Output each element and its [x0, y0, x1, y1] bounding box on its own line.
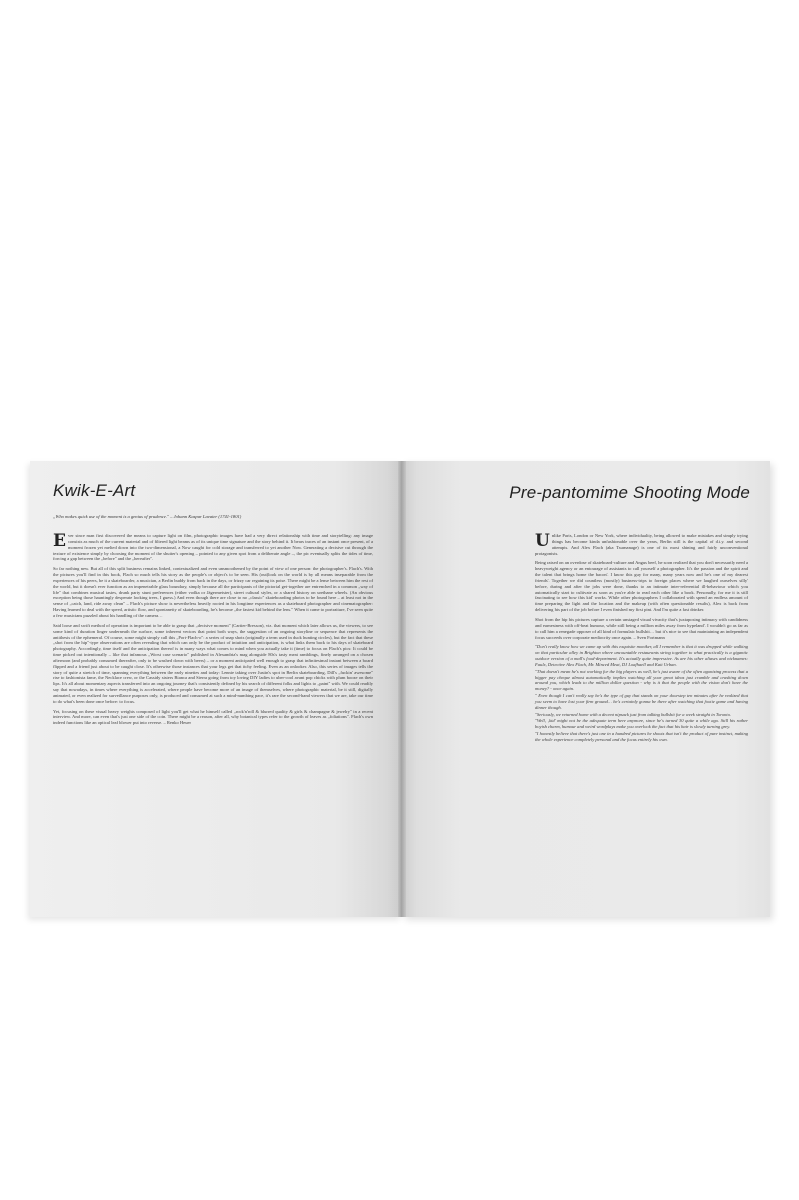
- left-paragraph: Ever since man first discovered the means to capture light on film, photographic images have had a very direct relationship with time and storytelling: any image consists as much of the current material and of filtered light beams as of its unique time signature and the story behind it. It bears traces of an instant once present, of a moment frozen yet melted down into the two-dimensional, a Now caught for cold storage and transferred to yet another Now. Generating a decisive cut through the texture of existence simply by choosing the moment of the shutter's opening – pointed to any given spot from a deliberate angle –, the pic eventually splits the tides of time, forcing a gap between the „before" and the „hereafter".: [53, 531, 373, 562]
- footnote-quote: "I honestly believe that there's just one in a hundred pictures he shoots that isn't the product of pure instinct, making the whole experience completely personal and the focus entirely his own.: [535, 731, 748, 742]
- left-page: [30, 461, 402, 917]
- footnote-quote: "Well, ‚kid' might not be the adequate term here anymore, since he's turned 30 quite a while ago. Still his rather boyish charm, humour and weird wordplays make you overlook the fact that his hair is slowly turning grey.: [535, 718, 748, 730]
- left-paragraph: So far nothing new. But all of this split business remains linked, contextualized and even unsmoothened by the point of view of one person: the photographer's. Flach's. With the pictures you'll find in this book, Flach so much tells his story as the people's or object's to be seen. His (out)look on the world is by all means inseparable from the experiences of his peers, be it a skateboarder, a musician, a Berlin buddy from back in the days, or frizzy car regaining its poise. There might be a lense between him the rest of the world, but it doesn't ever function as an impenetrable glass boundary, simply because all the participants of the pictorial get-together are entrenched in a common „way of life" that combines musical tastes, drunk party stunt preferences (either vodka or Jägermeister), street cultural styles, or a shared history on urethane wheels. (An obvious exception being those hauntingly desperate looking trees, I guess.) And even though there are close to no „classic" skateboarding photos to be found here – at least not in the sense of „catch, land, ride away clean" – Flach's picture show is nevertheless heavily rooted in his longtime experiences as a skateboard photographer and cinematographer: Having learned to deal with the speed, artistic flow, and spontaneity of skateboarding, he's become „the fastest kid behind the lens." When it came to portraiture, I've seen quite a few musicians puzzled about his handling of the camera…: [53, 566, 373, 618]
- right-body-text: [535, 533, 748, 744]
- left-body-text: [53, 533, 373, 730]
- book-spread: [30, 461, 770, 917]
- left-paragraph: Said loose and swift method of operation is important to be able to grasp that „decisive moment" (Cartier-Bresson), viz. that moment which later allows us, the viewers, to see some kind of duration linger underneath the surface, some inherent vectors that point both ways, the suggestion of an ongoing storyline or sequence that represents the antithesis of the ephemeral. Of course, some might simply call this „Port-Flach-o": a series of snap shots (originally a term used in duck hunting circles), but the fact that these „shot from the hip"-type observations are often revealing that which can only be the product of intuition and anticipation, is what links them back to his days of skateboard photography. Accordingly, time itself and the anticipation thereof is in many ways what comes to mind when you actually take it (time) to focus on Flach's pics: It could be time picked out intentionally – like that infamous „Worst case scenario" published in Alexandria's mag alongside 80s's tasty meat ramblings, finely arranged on a chosen afternoon (and probably consumed thereafter, only to be washed down with beers) – or a moment anticipated well enough to grasp that infinitesimal instant between a board flipped and a friend just about to be caught close. It's otherwise those instances that your legs get that itchy feeling. Even as an onlooker. Also, this series of images tells the story of quite a stretch of time, spanning everything between the early nineties and today: Lennie taking over Justin's spot in Berlin skateboarding, Dill's „fuckin' awesome" rise to fashionista fame, the Necklace crew, or the Cassidy sisters Bianca and Sierra going from toy loving DIY ladies to uber-cool avant pop chicks with plum booze on their lips. It's all about momentary aspects transferred into an ongoing journey that's consistently defined by his search of different folks and lights to „paint" with. We could readily say that nowadays, in times where everything is accelerated, where people have become more of an image of themselves, where photographic material, be it still, digitally animated, or even realized for surveillance purposes only, is produced and consumed at such a mind-numbing pace, it's rare the second-hand viewers that we are, take our time to do what's been done once before: to focus.: [53, 622, 373, 704]
- drop-cap: U: [535, 531, 550, 551]
- epigraph: „Who makes quick use of the moment is a genius of prudence." – Johann Kaspar Lavater (1741-1801): [53, 514, 242, 519]
- right-page: [402, 461, 770, 917]
- footnote-quote: " Even though I can't really say he's the type of guy that stands on your doorstep ten minutes after he realized that you seem to have lost your firm ground… he's certainly gonna be there after watching that footie game and having dinner though.: [535, 693, 748, 710]
- right-paragraph: Shot from the hip his pictures capture a certain unstaged visual vivacity that's juxtaposing intimacy with candidness and earnestness with off-beat humour, while still being a million miles away from hypeland'. I wouldn't go as far as to call him a renegade opposer of all kind of formulaic bullshit… but it's nice to see that maintaining an independent focus succeeds over corporate mediocrity once again. – Sven Fortmann: [535, 616, 748, 640]
- footnote-quote: "Seriously, we returned home with a decent nipsack just from talking bullshit for a week straight in Toronto.: [535, 711, 732, 717]
- book-gutter: [398, 461, 406, 917]
- drop-cap: E: [53, 531, 66, 551]
- footnote-quote: "Don't really know how we came up with this exquisite moniker, all I remember is that it was dropped while walking on that particular alley in Brighton where uncountable restaurants string together to what practically is a gigantic outdoor version of a mall's food-department. It's actually quite impressive. As are his other aliases and nicknames: Faulx, Detective Alex Flach, Mr. Minced Meat, DJ Loafhaell and Kait Urban.: [535, 644, 748, 667]
- left-paragraph: Yet, focusing on these visual heavy weights composed of light you'll get what he himself called „rock'n'roll & blurred quality & girls & champagne & jewelry" in a recent interview. And more, can even that's just one side of the coin. There might be a reason, after all, why botanical types refer to the growth of leaves as „foliations". Flach's own indeed functions like an optical leaf blower put into reverse. – Renko Heuer: [53, 708, 373, 726]
- left-page-title: Kwik-E-Art: [53, 481, 136, 500]
- right-paragraph: Unlike Paris, London or New York, where individuality, being allowed to make mistakes and simply trying things has become kinda unfashionable over the years, Berlin still is the capital of d.i.y. and second attempts. And Alex Flach (aka Tsurnanage) is one of its most shining and fairly unconventional protagonists.: [535, 531, 748, 556]
- footnote-quote: "That doesn't mean he's not working for the big players as well, he's just aware of the often agonizing process that a bigger pay cheque almost automatically implies watching all your great ideas just crumble and crashing down around you, which leads to the million dollar question - why is it that the people with the vision don't have the money? - once again.: [535, 668, 748, 692]
- right-page-title: Pre-pantomime Shooting Mode: [509, 483, 750, 502]
- right-paragraph: Being raised on an overdose of skateboard-culture and Angus beef, he soon realized that you don't necessarily need a heavyweight agency or an entourage of assistants to call yourself a photographer. It's the passion and the spirit and the talent that brings home the bacon'. I know this guy for many, many years now and he's one of my dearest friends'. Together we did countless (mostly) business-trips to foreign places where we laughed ourselves silly' before, during and after the jobs were done, thanks to an intimate inter-referential ill-behaviour which you automatically start to cultivate as soon as you're able to read each other like a book. Personally, for me it is still fascinating to see how this kid' works. While other photographers I collaborated with spend an endless amount of time preparing the light and the location and the makeup (with often questionable results), Alex is back from delivering his part of the job before I even finished my first pint. And I'm quite a fast drinker.: [535, 560, 748, 613]
